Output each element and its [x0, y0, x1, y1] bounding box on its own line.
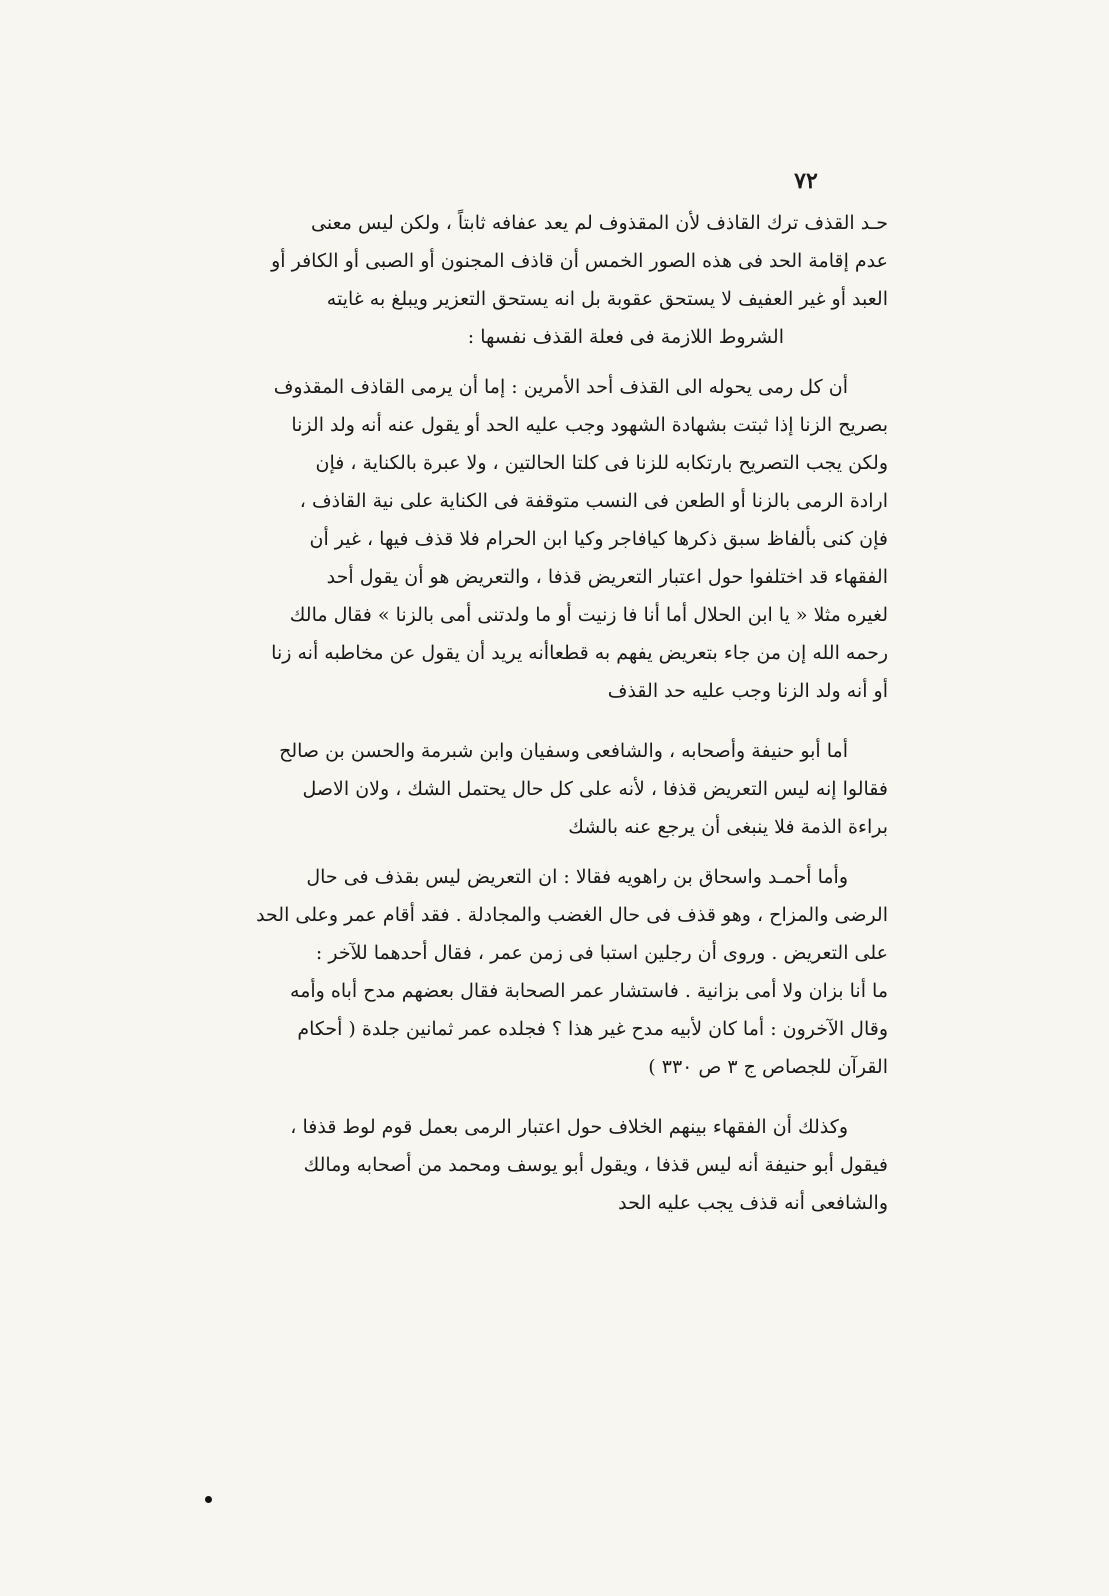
paragraph-5 — [168, 1108, 888, 1222]
text-line: عدم إقامة الحد فى هذه الصور الخمس أن قاذف المجنون أو الصبى أو الكافر أو — [271, 250, 888, 272]
text-line: أما أبو حنيفة وأصحابه ، والشافعى وسفيان وابن شبرمة والحسن بن صالح — [279, 740, 848, 762]
page-body — [168, 204, 888, 1222]
spacer — [168, 710, 888, 732]
text-line: العبد أو غير العفيف لا يستحق عقوبة بل انه يستحق التعزير ويبلغ به غايته — [326, 288, 888, 310]
text-line: ما أنا بزان ولا أمى بزانية . فاستشار عمر الصحابة فقال بعضهم مدح أباه وأمه — [290, 980, 888, 1002]
page-number: ٧٢ — [794, 168, 818, 194]
paragraph-1 — [168, 204, 888, 318]
text-line: فإن كنى بألفاظ سبق ذكرها كيافاجر وكيا ابن الحرام فلا قذف فيها ، غير أن — [309, 528, 888, 550]
text-line: فقالوا إنه ليس التعريض قذفا ، لأنه على كل حال يحتمل الشك ، ولان الاصل — [302, 778, 888, 800]
text-line: أن كل رمى يحوله الى القذف أحد الأمرين : إما أن يرمى القاذف المقذوف — [273, 376, 848, 398]
text-line: والشافعى أنه قذف يجب عليه الحد — [618, 1192, 888, 1214]
text-line: على التعريض . وروى أن رجلين استبا فى زمن عمر ، فقال أحدهما للآخر : — [315, 942, 888, 964]
paragraph-4 — [168, 858, 888, 1086]
text-line: وكذلك أن الفقهاء بينهم الخلاف حول اعتبار الرمى بعمل قوم لوط قذفا ، — [290, 1116, 848, 1138]
text-line: أو أنه ولد الزنا وجب عليه حد القذف — [607, 680, 888, 702]
text-line: حـد القذف ترك القاذف لأن المقذوف لم يعد عفافه ثابتاً ، ولكن ليس معنى — [311, 212, 888, 234]
text-line: لغيره مثلا « يا ابن الحلال أما أنا فا زنيت أو ما ولدتنى أمى بالزنا » فقال مالك — [289, 604, 888, 626]
text-line: رحمه الله إن من جاء بتعريض يفهم به قطعاأنه يريد أن يقول عن مخاطبه أنه زنا — [271, 642, 888, 664]
text-line: فيقول أبو حنيفة أنه ليس قذفا ، ويقول أبو يوسف ومحمد من أصحابه ومالك — [303, 1154, 888, 1176]
spacer — [168, 846, 888, 858]
spacer — [168, 1086, 888, 1108]
section-heading — [168, 318, 888, 356]
text-line: القرآن للجصاص ج ٣ ص ٣٣٠ ) — [648, 1056, 888, 1078]
spacer — [168, 356, 888, 368]
text-line: وأما أحمـد واسحاق بن راهويه فقالا : ان التعريض ليس بقذف فى حال — [306, 866, 848, 888]
text-line: بصريح الزنا إذا ثبتت بشهادة الشهود وجب عليه الحد أو يقول عنه أنه ولد الزنا — [291, 414, 888, 436]
text-line: الرضى والمزاح ، وهو قذف فى حال الغضب والمجادلة . فقد أقام عمر وعلى الحد — [256, 904, 888, 926]
text-line: براءة الذمة فلا ينبغى أن يرجع عنه بالشك — [568, 816, 888, 838]
text-line: ولكن يجب التصريح بارتكابه للزنا فى كلتا الحالتين ، ولا عبرة بالكناية ، فإن — [315, 452, 888, 474]
heading-text: الشروط اللازمة فى فعلة القذف نفسها : — [467, 326, 784, 348]
ink-speck — [205, 1496, 212, 1503]
text-line: وقال الآخرون : أما كان لأبيه مدح غير هذا ؟ فجلده عمر ثمانين جلدة ( أحكام — [297, 1018, 888, 1040]
text-line: ارادة الرمى بالزنا أو الطعن فى النسب متوقفة فى الكناية على نية القاذف ، — [299, 490, 888, 512]
text-line: الفقهاء قد اختلفوا حول اعتبار التعريض قذفا ، والتعريض هو أن يقول أحد — [326, 566, 888, 588]
paragraph-3 — [168, 732, 888, 846]
paragraph-2 — [168, 368, 888, 710]
